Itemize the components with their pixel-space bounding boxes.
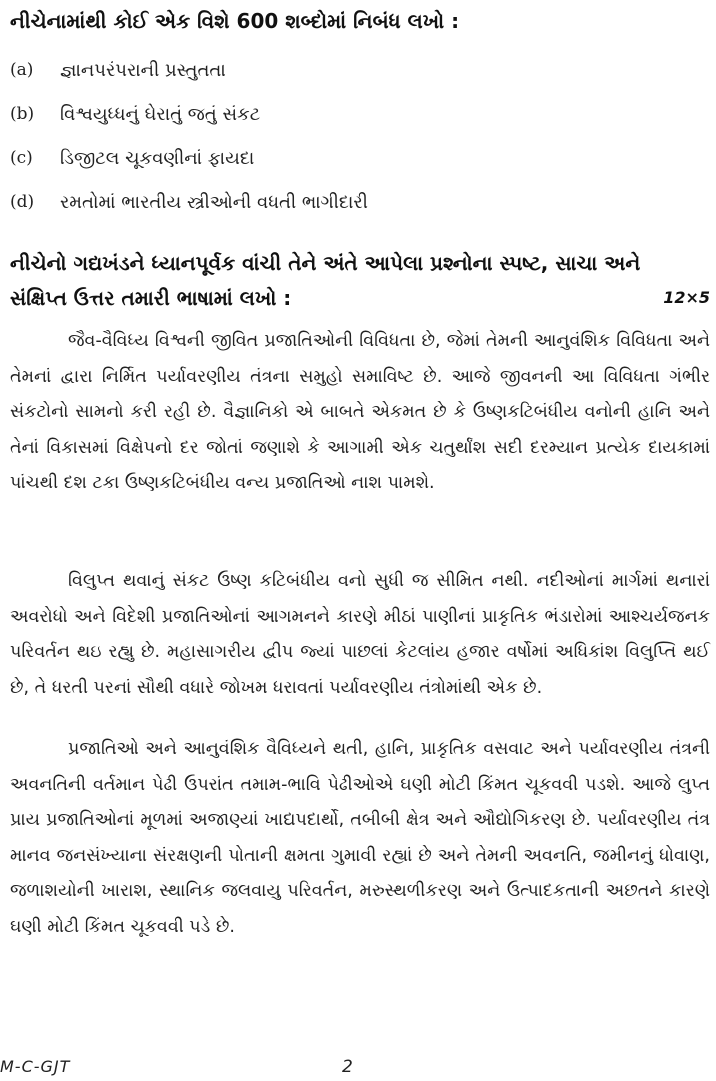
essay-options-list bbox=[10, 48, 710, 224]
option-text: ડિજીટલ ચૂકવણીનાં ફાયદા bbox=[60, 147, 255, 169]
option-letter: (b) bbox=[10, 104, 35, 124]
comprehension-heading-text: સંક્ષિપ્ત ઉત્તર તમારી ભાષામાં લખો : bbox=[10, 286, 292, 310]
option-text: વિશ્વયુધ્ધનું ઘેરાતું જતું સંકટ bbox=[60, 103, 261, 125]
essay-option-d bbox=[10, 180, 710, 224]
essay-option-b bbox=[10, 92, 710, 136]
paragraph-text: પ્રજાતિઓ અને આનુવંશિક વૈવિધ્યને થતી, હાનિ, પ્રાકૃતિક વસવાટ અને પર્યાવરણીય તંત્રની અવનતિની વર્તમાન પેઢી ઉપરાંત તમામ-ભાવિ પેઢીઓએ ઘણી મોટી કિંમત ચૂકવવી પડશે. આજે લુપ્ત પ્રાય પ્રજાતિઓનાં મૂળમાં અજાણ્યાં ખાદ્યપદાર્થો, તબીબી ક્ષેત્ર અને ઔદ્યોગિકરણ છે. પર્યાવરણીય તંત્ર માનવ જનસંખ્યાના સંરક્ષણની પોતાની ક્ષમતા ગુમાવી રહ્યાં છે અને તેમની અવનતિ, જમીનનું ધોવાણ, જળાશયોની ખારાશ, સ્થાનિક જલવાયુ પરિવર્તન, મરુસ્થળીકરણ અને ઉત્પાદકતાની અછતને કારણે ઘણી મોટી કિંમત ચૂકવવી પડે છે. bbox=[10, 739, 710, 937]
passage-paragraph-2 bbox=[10, 564, 710, 706]
paragraph-text: જૈવ-વૈવિધ્ય વિશ્વની જીવિત પ્રજાતિઓની વિવિધતા છે, જેમાં તેમની આનુવંશિક વિવિધતા અને તેમનાં દ્વારા નિર્મિત પર્યાવરણીય તંત્રના સમુહો સમાવિષ્ટ છે. આજે જીવનની આ વિવિધતા ગંભીર સંકટોનો સામનો કરી રહી છે. વૈજ્ઞાનિકો એ બાબતે એકમત છે કે ઉષ્ણકટિબંધીય વનોની હાનિ અને તેનાં વિકાસમાં વિક્ષેપનો દર જોતાં જણાશે કે આગામી એક ચતુર્થાંશ સદી દરમ્યાન પ્રત્યેક દાયકામાં પાંચથી દશ ટકા ઉષ્ણકટિબંધીય વન્ય પ્રજાતિઓ નાશ પામશે. bbox=[10, 331, 710, 493]
option-text: જ્ઞાનપરંપરાની પ્રસ્તુતતા bbox=[60, 59, 226, 81]
essay-instruction-heading: નીચેનામાંથી કોઈ એક વિશે 600 શબ્દોમાં નિબંધ લખો : bbox=[10, 9, 460, 33]
comprehension-heading-line1: નીચેનો ગદ્યખંડને ધ્યાનપૂર્વક વાંચી તેને અંતે આપેલા પ્રશ્નોના સ્પષ્ટ, સાચા અને bbox=[10, 251, 641, 275]
comprehension-heading-line2 bbox=[10, 281, 710, 315]
marks-label: 12×5 bbox=[663, 288, 710, 307]
essay-option-c bbox=[10, 136, 710, 180]
page-number: 2 bbox=[342, 1057, 353, 1077]
option-letter: (d) bbox=[10, 192, 35, 212]
paper-code: M-C-GJT bbox=[0, 1057, 71, 1076]
option-letter: (c) bbox=[10, 148, 33, 168]
option-text: રમતોમાં ભારતીય સ્ત્રીઓની વધતી ભાગીદારી bbox=[60, 191, 368, 213]
essay-option-a bbox=[10, 48, 710, 92]
paragraph-text: વિલુપ્ત થવાનું સંકટ ઉષ્ણ કટિબંધીય વનો સુધી જ સીમિત નથી. નદીઓનાં માર્ગમાં થનારાં અવરોધો અને વિદેશી પ્રજાતિઓનાં આગમનને કારણે મીઠાં પાણીનાં પ્રાકૃતિક ભંડારોમાં આશ્ચર્યજનક પરિવર્તન થઇ રહ્યુ છે. મહાસાગરીય દ્વીપ જ્યાં પાછલાં કેટલાંય હજાર વર્ષોમાં અધિકાંશ વિલુપ્તિ થઈ છે, તે ધરતી પરનાં સૌથી વધારે જોખમ ધરાવતાં પર્યાવરણીય તંત્રોમાંથી એક છે. bbox=[10, 571, 710, 698]
passage-paragraph-1 bbox=[10, 324, 710, 502]
option-letter: (a) bbox=[10, 60, 34, 80]
passage-paragraph-3 bbox=[10, 732, 710, 945]
